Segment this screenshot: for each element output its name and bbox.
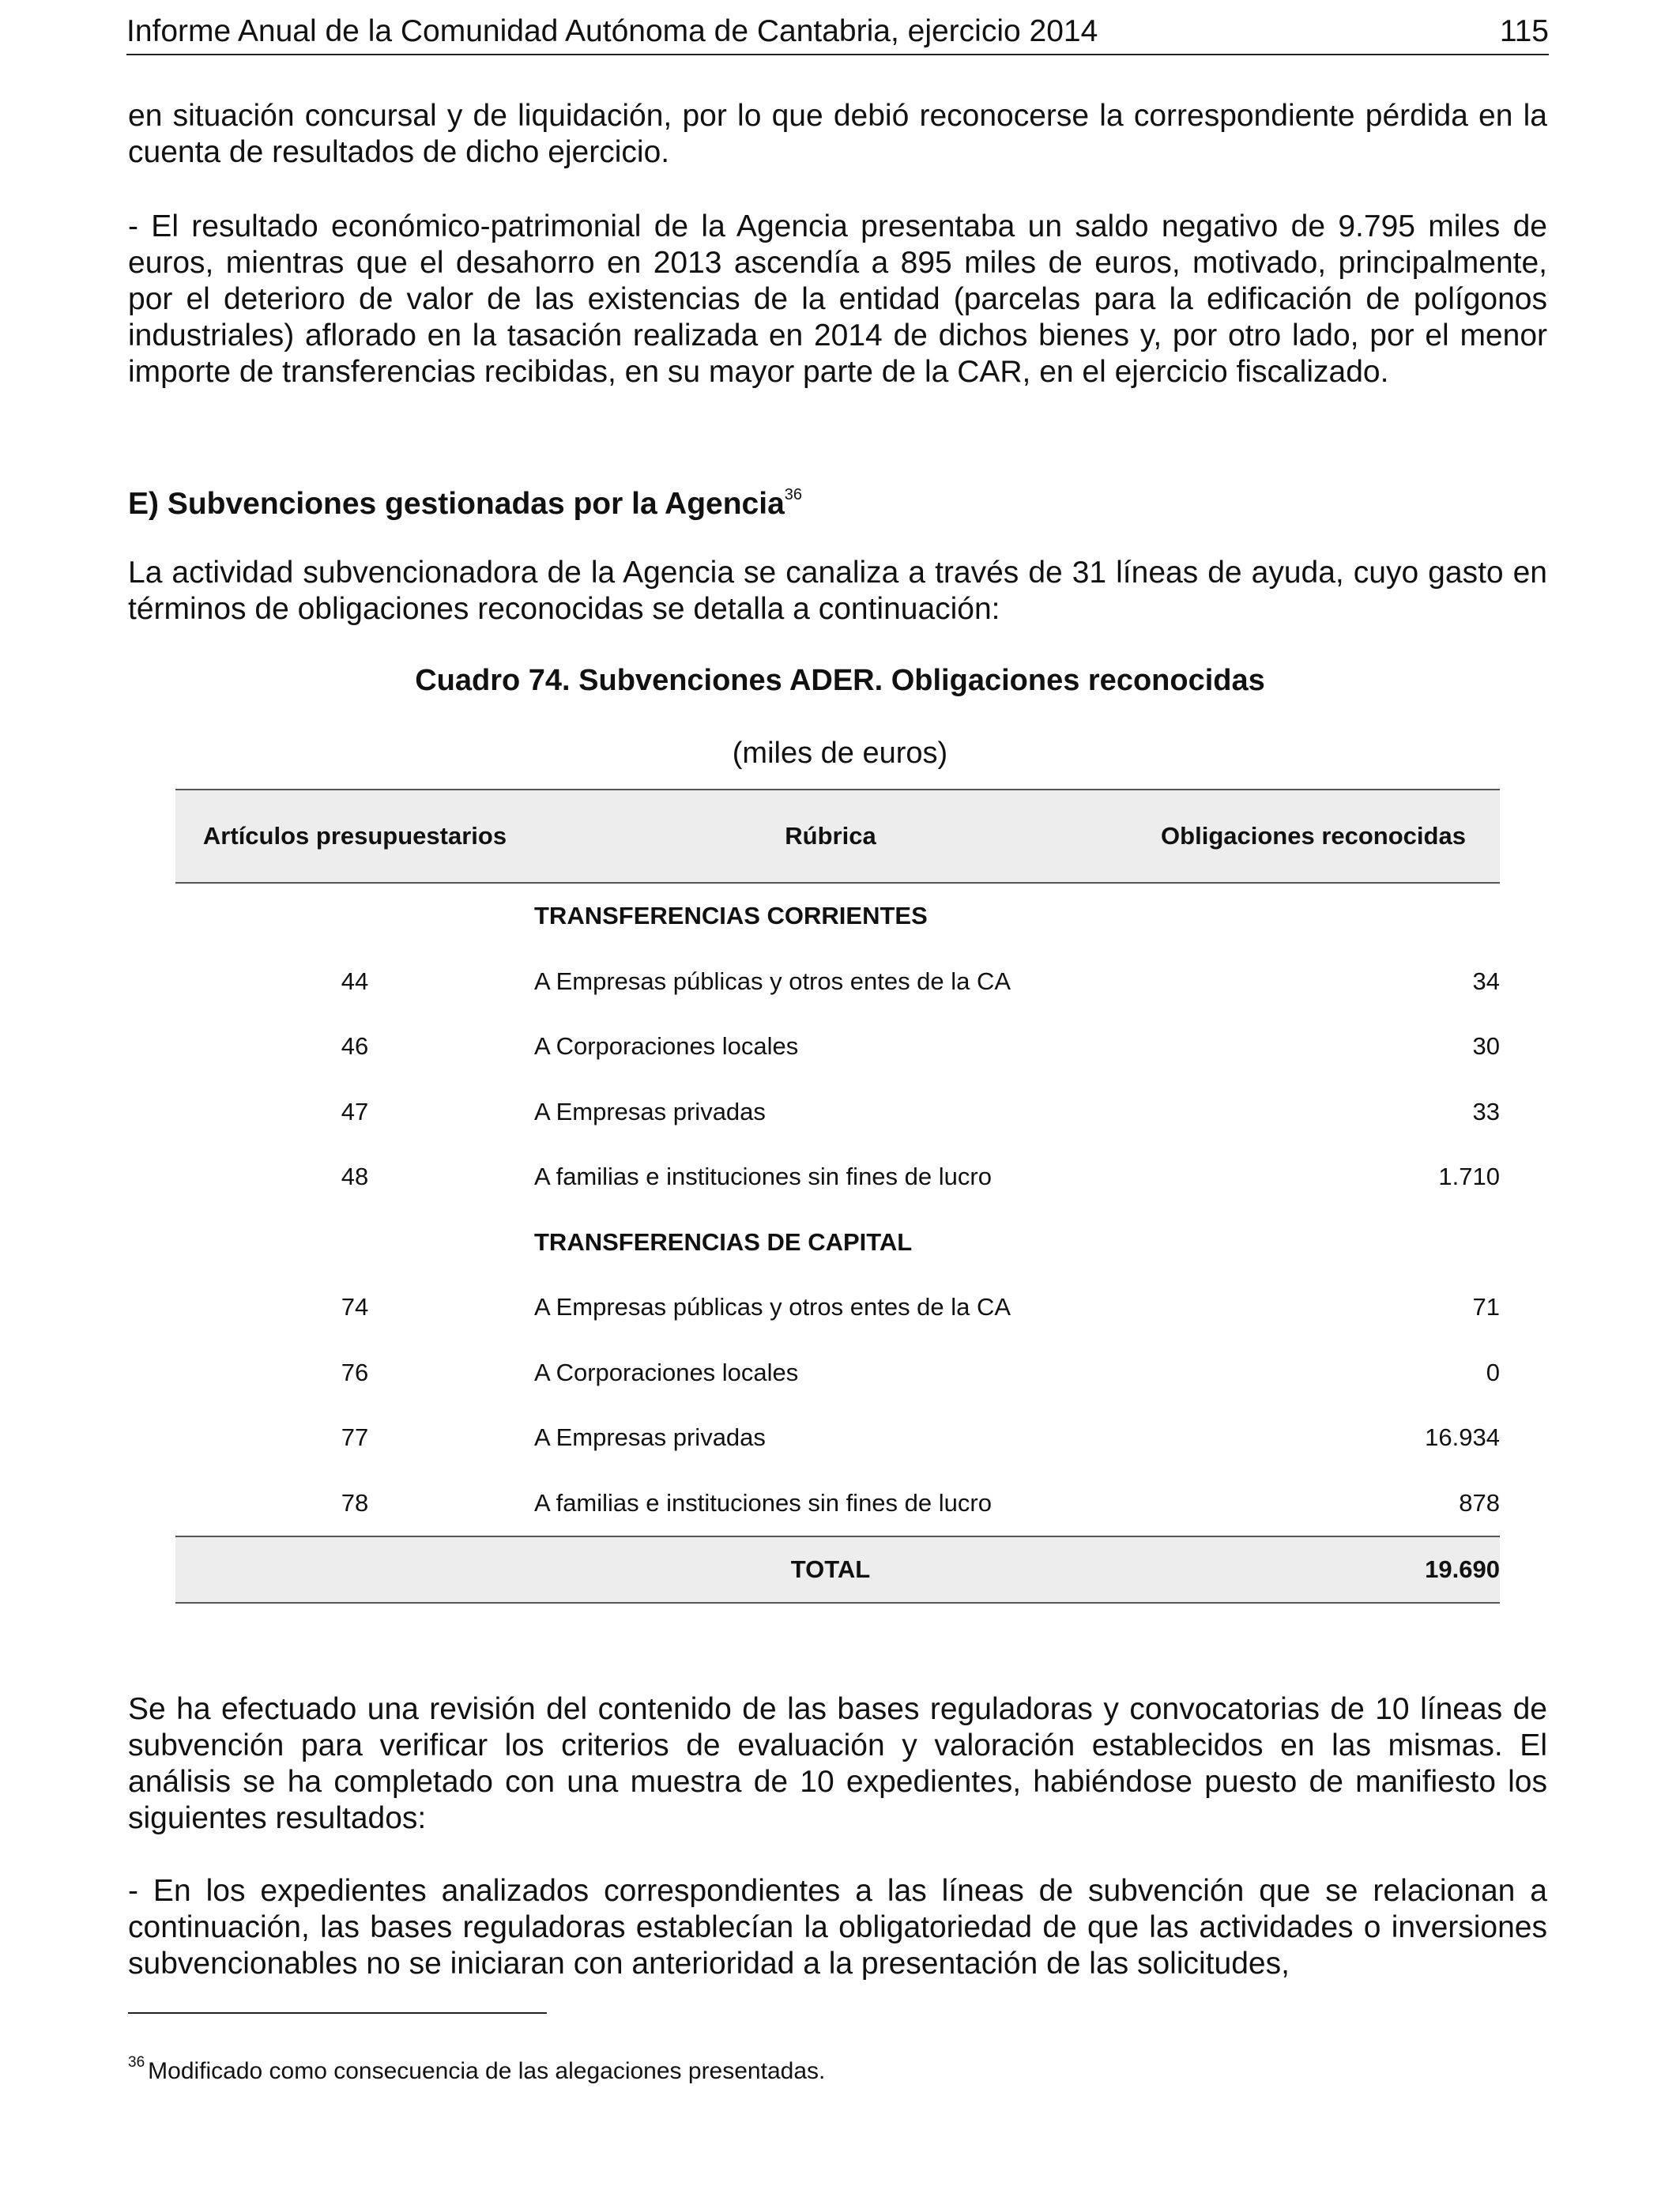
section-heading-text: E) Subvenciones gestionadas por la Agencia bbox=[128, 487, 785, 521]
paragraph-actividad-subvencionadora: La actividad subvencionadora de la Agencia se canaliza a través de 31 líneas de ayuda, cuyo gasto en términos de obligaciones reconocidas se detalla a continuación: bbox=[128, 556, 1547, 626]
header-obligaciones: Obligaciones reconocidas bbox=[1127, 790, 1500, 883]
cell-valor: 878 bbox=[1459, 1488, 1500, 1517]
header-rubrica: Rúbrica bbox=[534, 790, 1127, 883]
cell-articulo: 44 bbox=[341, 967, 369, 995]
paragraph-revision-bases: Se ha efectuado una revisión del contenido de las bases reguladoras y convocatorias de 10 líneas de subvención para verificar los criterios de evaluación y valoración establecidos en las mismas. El análisis se ha completado con una muestra de 10 expedientes, habiéndose puesto de manifiesto los siguientes resultados: bbox=[128, 1692, 1547, 1835]
cell-total-valor: 19.690 bbox=[1127, 1536, 1500, 1603]
cell-total-empty bbox=[175, 1536, 534, 1603]
table-unit: (miles de euros) bbox=[732, 737, 948, 770]
footnote-divider bbox=[128, 2012, 547, 2014]
cell-valor bbox=[1127, 1210, 1500, 1276]
table-row bbox=[175, 1275, 1500, 1340]
cell-total-label: TOTAL bbox=[534, 1536, 1127, 1603]
report-title: Informe Anual de la Comunidad Autónoma de Cantabria, ejercicio 2014 bbox=[126, 14, 1098, 48]
footnote-ref: 36 bbox=[784, 486, 803, 503]
paragraph-expedientes: - En los expedientes analizados correspondientes a las líneas de subvención que se relacionan a continuación, las bases reguladoras establecían la obligatoriedad de que las actividades o inversiones subvencionables no se iniciaran con anterioridad a la presentación de las solicitudes, bbox=[128, 1874, 1547, 1981]
cell-rubrica: A familias e instituciones sin fines de lucro bbox=[534, 1488, 992, 1517]
table-row bbox=[175, 1080, 1500, 1145]
cell-articulo: 76 bbox=[341, 1358, 369, 1386]
cell-rubrica: A Empresas públicas y otros entes de la CA bbox=[534, 967, 1011, 995]
cell-valor: 71 bbox=[1472, 1293, 1500, 1321]
table-total-row bbox=[175, 1536, 1500, 1603]
page-number: 115 bbox=[1499, 14, 1549, 48]
table-row bbox=[175, 1014, 1500, 1080]
footnote-number: 36 bbox=[128, 2054, 145, 2071]
table-row bbox=[175, 1340, 1500, 1406]
cell-articulo: 77 bbox=[341, 1423, 369, 1452]
page-header bbox=[126, 11, 1549, 55]
cell-articulo: 74 bbox=[341, 1293, 369, 1321]
cell-rubrica: A Corporaciones locales bbox=[534, 1358, 799, 1386]
cell-valor: 30 bbox=[1472, 1032, 1500, 1061]
cell-articulo bbox=[175, 1210, 534, 1276]
cell-rubrica: TRANSFERENCIAS CORRIENTES bbox=[534, 902, 928, 930]
cell-articulo: 46 bbox=[341, 1032, 369, 1061]
table-row bbox=[175, 1144, 1500, 1210]
cell-articulo: 48 bbox=[341, 1163, 369, 1191]
cell-articulo: 78 bbox=[341, 1488, 369, 1517]
table-row bbox=[175, 1471, 1500, 1537]
cell-valor: 33 bbox=[1472, 1097, 1500, 1125]
footnote bbox=[128, 2050, 825, 2087]
paragraph-concursal: en situación concursal y de liquidación, por lo que debió reconocerse la correspondiente pérdida en la cuenta de resultados de dicho ejercicio. bbox=[128, 99, 1547, 169]
cell-articulo bbox=[175, 883, 534, 949]
table-header-row bbox=[175, 790, 1500, 883]
cell-articulo: 47 bbox=[341, 1097, 369, 1125]
cell-valor bbox=[1127, 883, 1500, 949]
cell-valor: 34 bbox=[1472, 967, 1500, 995]
header-articulos: Artículos presupuestarios bbox=[175, 790, 534, 883]
cell-rubrica: A Empresas privadas bbox=[534, 1097, 766, 1125]
table-row bbox=[175, 1210, 1500, 1276]
cell-rubrica: A Empresas públicas y otros entes de la CA bbox=[534, 1293, 1011, 1321]
footnote-text: Modificado como consecuencia de las alegaciones presentadas. bbox=[148, 2058, 826, 2084]
cell-valor: 0 bbox=[1486, 1358, 1500, 1386]
subvenciones-table bbox=[175, 789, 1500, 1604]
paragraph-resultado-economico: - El resultado económico-patrimonial de la Agencia presentaba un saldo negativo de 9.795 miles de euros, mientras que el desahorro en 2013 ascendía a 895 miles de euros, motivado, principalmente, por el deterioro de valor de las existencias de la entidad (parcelas para la edificación de polígonos industriales) aflorado en la tasación realizada en 2014 de dichos bienes y, por otro lado, por el menor importe de transferencias recibidas, en su mayor parte de la CAR, en el ejercicio fiscalizado. bbox=[128, 209, 1547, 389]
table-title: Cuadro 74. Subvenciones ADER. Obligaciones reconocidas bbox=[415, 664, 1265, 697]
cell-rubrica: A Corporaciones locales bbox=[534, 1032, 799, 1061]
section-heading bbox=[128, 477, 802, 525]
table-row bbox=[175, 883, 1500, 949]
cell-valor: 16.934 bbox=[1425, 1423, 1500, 1452]
cell-rubrica: A familias e instituciones sin fines de lucro bbox=[534, 1163, 992, 1191]
cell-valor: 1.710 bbox=[1438, 1163, 1500, 1191]
cell-rubrica: TRANSFERENCIAS DE CAPITAL bbox=[534, 1227, 913, 1256]
table-row bbox=[175, 949, 1500, 1015]
table-row bbox=[175, 1405, 1500, 1471]
cell-rubrica: A Empresas privadas bbox=[534, 1423, 766, 1452]
